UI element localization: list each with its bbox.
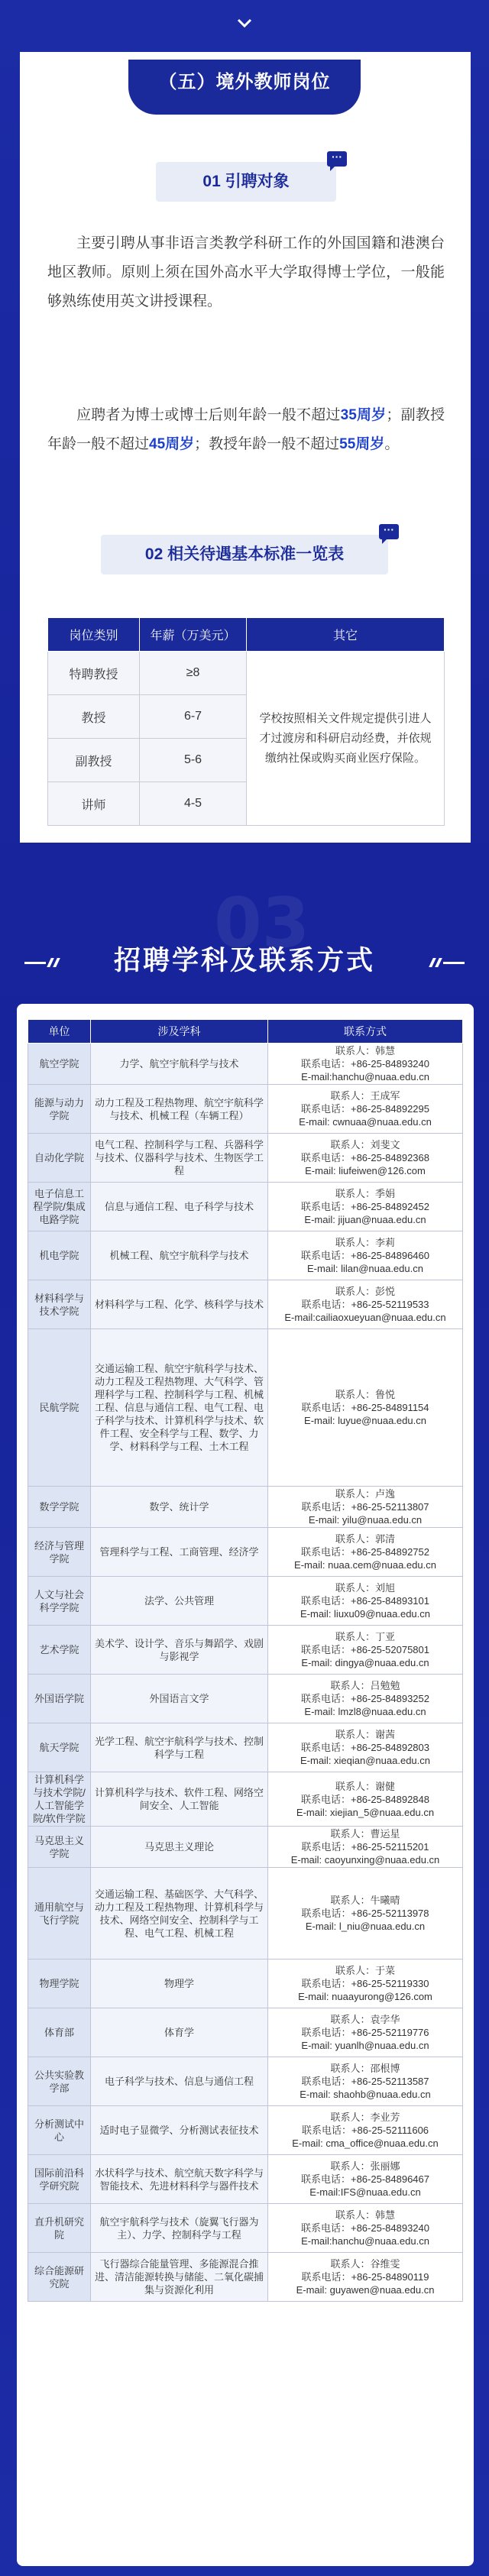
table-row bbox=[28, 1868, 463, 1960]
table-row bbox=[28, 1960, 463, 2008]
subject-cell: 飞行器综合能量管理、多能源混合推进、清洁能源转换与储能、二氧化碳捕集与资源化利用 bbox=[91, 2253, 268, 2302]
contact-cell: 联系人：韩慧 联系电话：+86-25-84893240 E-mail:hanchu@nuaa.edu.cn bbox=[268, 1044, 463, 1085]
section-number-watermark: 03 bbox=[214, 883, 310, 963]
para2-text-d: 。 bbox=[384, 436, 400, 452]
contact-cell: 联系人：袁孛华 联系电话：+86-25-52119776 E-mail: yuanlh@nuaa.edu.cn bbox=[268, 2008, 463, 2057]
benefit-heading bbox=[101, 535, 388, 574]
recruit-target-label: 01 引聘对象 bbox=[202, 173, 290, 190]
benefit-header-type: 岗位类别 bbox=[48, 618, 140, 652]
table-row bbox=[28, 1134, 463, 1183]
unit-cell: 通用航空与飞行学院 bbox=[28, 1868, 91, 1960]
table-row bbox=[28, 2106, 463, 2155]
subject-cell: 信息与通信工程、电子科学与技术 bbox=[91, 1183, 268, 1231]
benefit-salary: 4-5 bbox=[140, 782, 247, 826]
unit-cell: 直升机研究院 bbox=[28, 2204, 91, 2253]
benefit-salary: 5-6 bbox=[140, 739, 247, 782]
table-row bbox=[28, 1723, 463, 1772]
benefit-salary: ≥8 bbox=[140, 652, 247, 695]
benefit-type: 副教授 bbox=[48, 739, 140, 782]
main-title: 招聘学科及联系方式 bbox=[113, 946, 375, 976]
contact-cell: 联系人：吕勉勉 联系电话：+86-25-84893252 E-mail: lmzl8@nuaa.edu.cn bbox=[268, 1675, 463, 1723]
para2-text-b: ；副教授年龄一般不超过 bbox=[47, 407, 445, 452]
unit-cell: 电子信息工程学院/集成电路学院 bbox=[28, 1183, 91, 1231]
benefit-type: 教授 bbox=[48, 695, 140, 739]
table-row bbox=[28, 1329, 463, 1487]
benefit-salary: 6-7 bbox=[140, 695, 247, 739]
unit-cell: 物理学院 bbox=[28, 1960, 91, 2008]
para2-text-a: 应聘者为博士或博士后则年龄一般不超过 bbox=[76, 407, 341, 423]
chat-bubble-icon bbox=[379, 524, 399, 539]
unit-cell: 数学学院 bbox=[28, 1487, 91, 1528]
table-row bbox=[28, 1528, 463, 1577]
contact-cell: 联系人：谢健 联系电话：+86-25-84892848 E-mail: xiejian_5@nuaa.edu.cn bbox=[268, 1772, 463, 1827]
unit-cell: 能源与动力学院 bbox=[28, 1085, 91, 1134]
subject-cell: 法学、公共管理 bbox=[91, 1577, 268, 1626]
benefit-header-other: 其它 bbox=[247, 618, 445, 652]
contact-cell: 联系人：李莉 联系电话：+86-25-84896460 E-mail: lilan@nuaa.edu.cn bbox=[268, 1231, 463, 1280]
chevron-down-icon bbox=[235, 14, 254, 32]
unit-cell: 分析测试中心 bbox=[28, 2106, 91, 2155]
table-row bbox=[28, 1577, 463, 1626]
subject-cell: 物理学 bbox=[91, 1960, 268, 2008]
contact-cell: 联系人：曹运星 联系电话：+86-25-52115201 E-mail: caoyunxing@nuaa.edu.cn bbox=[268, 1827, 463, 1868]
unit-cell: 计算机科学与技术学院/人工智能学院/软件学院 bbox=[28, 1772, 91, 1827]
subject-cell: 体育学 bbox=[91, 2008, 268, 2057]
unit-cell: 马克思主义学院 bbox=[28, 1827, 91, 1868]
contact-table bbox=[28, 1019, 463, 2302]
contact-cell: 联系人：刘斐文 联系电话：+86-25-84892368 E-mail: liufeiwen@126.com bbox=[268, 1134, 463, 1183]
subject-cell: 电气工程、控制科学与工程、兵器科学与技术、仪器科学与技术、生物医学工程 bbox=[91, 1134, 268, 1183]
header-subject: 涉及学科 bbox=[91, 1020, 268, 1044]
contact-cell: 联系人：鲁悦 联系电话：+86-25-84891154 E-mail: luyue@nuaa.edu.cn bbox=[268, 1329, 463, 1487]
subject-cell: 数学、统计学 bbox=[91, 1487, 268, 1528]
table-row bbox=[28, 1827, 463, 1868]
table-row bbox=[28, 2008, 463, 2057]
subject-cell: 力学、航空宇航科学与技术 bbox=[91, 1044, 268, 1085]
unit-cell: 综合能源研究院 bbox=[28, 2253, 91, 2302]
unit-cell: 人文与社会科学学院 bbox=[28, 1577, 91, 1626]
benefit-type: 特聘教授 bbox=[48, 652, 140, 695]
subject-cell: 计算机科学与技术、软件工程、网络空间安全、人工智能 bbox=[91, 1772, 268, 1827]
contact-cell: 联系人：丁亚 联系电话：+86-25-52075801 E-mail: dingya@nuaa.edu.cn bbox=[268, 1626, 463, 1675]
contact-cell: 联系人：刘旭 联系电话：+86-25-84893101 E-mail: liuxu09@nuaa.edu.cn bbox=[268, 1577, 463, 1626]
para2-highlight-1: 35周岁 bbox=[340, 407, 387, 423]
contact-cell: 联系人：郭清 联系电话：+86-25-84892752 E-mail: nuaa.cem@nuaa.edu.cn bbox=[268, 1528, 463, 1577]
benefit-header-salary: 年薪（万美元） bbox=[140, 618, 247, 652]
unit-cell: 国际前沿科学研究院 bbox=[28, 2155, 91, 2204]
subject-cell: 交通运输工程、基础医学、大气科学、动力工程及工程热物理、计算机科学与技术、网络空间安全、控制科学与工程、电气工程、机械工程 bbox=[91, 1868, 268, 1960]
benefit-table bbox=[47, 617, 445, 826]
subject-cell: 水状科学与技术、航空航天数字科学与智能技术、先进材料科学与器件技术 bbox=[91, 2155, 268, 2204]
unit-cell: 民航学院 bbox=[28, 1329, 91, 1487]
contact-cell: 联系人：季娟 联系电话：+86-25-84892452 E-mail: jijuan@nuaa.edu.cn bbox=[268, 1183, 463, 1231]
table-row bbox=[28, 1487, 463, 1528]
contact-cell: 联系人：于菜 联系电话：+86-25-52119330 E-mail: nuaayurong@126.com bbox=[268, 1960, 463, 2008]
table-row bbox=[28, 2253, 463, 2302]
contact-cell: 联系人：张丽娜 联系电话：+86-25-84896467 E-mail:IFS@nuaa.edu.cn bbox=[268, 2155, 463, 2204]
table-row bbox=[28, 2204, 463, 2253]
unit-cell: 自动化学院 bbox=[28, 1134, 91, 1183]
subject-cell: 美术学、设计学、音乐与舞蹈学、戏剧与影视学 bbox=[91, 1626, 268, 1675]
subject-cell: 光学工程、航空宇航科学与技术、控制科学与工程 bbox=[91, 1723, 268, 1772]
table-row bbox=[28, 2155, 463, 2204]
unit-cell: 外国语学院 bbox=[28, 1675, 91, 1723]
unit-cell: 航天学院 bbox=[28, 1723, 91, 1772]
chat-bubble-icon bbox=[327, 151, 347, 167]
subject-cell: 交通运输工程、航空宇航科学与技术、动力工程及工程热物理、大气科学、管理科学与工程、控制科学与工程、机械工程、信息与通信工程、电气工程、电子科学与技术、计算机科学与技术、软件工程、安全科学与工程、数学、力学、材料科学与工程、土木工程 bbox=[91, 1329, 268, 1487]
subject-cell: 适时电子显微学、分析测试表征技术 bbox=[91, 2106, 268, 2155]
contact-cell: 联系人：邵根博 联系电话：+86-25-52113587 E-mail: shaohb@nuaa.edu.cn bbox=[268, 2057, 463, 2106]
table-row bbox=[28, 1280, 463, 1329]
unit-cell: 艺术学院 bbox=[28, 1626, 91, 1675]
table-row bbox=[28, 1085, 463, 1134]
unit-cell: 经济与管理学院 bbox=[28, 1528, 91, 1577]
title-deco-right bbox=[431, 958, 465, 967]
subject-cell: 管理科学与工程、工商管理、经济学 bbox=[91, 1528, 268, 1577]
contact-table-header bbox=[28, 1020, 463, 1044]
recruit-para-1: 主要引聘从事非语言类教学科研工作的外国国籍和港澳台地区教师。原则上须在国外高水平大学取得博士学位，一般能够熟练使用英文讲授课程。 bbox=[47, 235, 445, 309]
contact-cell: 联系人：卢逸 联系电话：+86-25-52113807 E-mail: yilu@nuaa.edu.cn bbox=[268, 1487, 463, 1528]
recruit-target-heading bbox=[156, 162, 336, 202]
unit-cell: 体育部 bbox=[28, 2008, 91, 2057]
recruit-para-2 bbox=[47, 401, 445, 459]
table-row bbox=[28, 1183, 463, 1231]
unit-cell: 公共实验教学部 bbox=[28, 2057, 91, 2106]
subject-cell: 外国语言文学 bbox=[91, 1675, 268, 1723]
unit-cell: 航空学院 bbox=[28, 1044, 91, 1085]
unit-cell: 材料科学与技术学院 bbox=[28, 1280, 91, 1329]
unit-cell: 机电学院 bbox=[28, 1231, 91, 1280]
contact-cell: 联系人：韩慧 联系电话：+86-25-84893240 E-mail:hanchu@nuaa.edu.cn bbox=[268, 2204, 463, 2253]
table-row bbox=[28, 1772, 463, 1827]
table-row bbox=[28, 1675, 463, 1723]
para2-text-c: ；教授年龄一般不超过 bbox=[194, 436, 340, 452]
contact-cell: 联系人：王成军 联系电话：+86-25-84892295 E-mail: cwnuaa@nuaa.edu.cn bbox=[268, 1085, 463, 1134]
benefit-table-header bbox=[48, 618, 445, 652]
contact-cell: 联系人：彭悦 联系电话：+86-25-52119533 E-mail:cailiaoxueyuan@nuaa.edu.cn bbox=[268, 1280, 463, 1329]
subject-cell: 航空宇航科学与技术（旋翼飞行器为主）、力学、控制科学与工程 bbox=[91, 2204, 268, 2253]
subject-cell: 电子科学与技术、信息与通信工程 bbox=[91, 2057, 268, 2106]
contact-cell: 联系人：谷维雯 联系电话：+86-25-84890119 E-mail: guyawen@nuaa.edu.cn bbox=[268, 2253, 463, 2302]
subject-cell: 动力工程及工程热物理、航空宇航科学与技术、机械工程（车辆工程） bbox=[91, 1085, 268, 1134]
contact-cell: 联系人：李业芳 联系电话：+86-25-52111606 E-mail: cma_office@nuaa.edu.cn bbox=[268, 2106, 463, 2155]
contact-cell: 联系人：牛曦晴 联系电话：+86-25-52113978 E-mail: l_niu@nuaa.edu.cn bbox=[268, 1868, 463, 1960]
subject-cell: 马克思主义理论 bbox=[91, 1827, 268, 1868]
subject-cell: 机械工程、航空宇航科学与技术 bbox=[91, 1231, 268, 1280]
benefit-label: 02 相关待遇基本标准一览表 bbox=[144, 545, 345, 563]
table-row bbox=[28, 2057, 463, 2106]
contact-cell: 联系人：谢茜 联系电话：+86-25-84892803 E-mail: xieqian@nuaa.edu.cn bbox=[268, 1723, 463, 1772]
subject-cell: 材料科学与工程、化学、核科学与技术 bbox=[91, 1280, 268, 1329]
header-unit: 单位 bbox=[28, 1020, 91, 1044]
benefit-other: 学校按照相关文件规定提供引进人才过渡房和科研启动经费，并依规缴纳社保或购买商业医疗保险。 bbox=[247, 652, 445, 826]
para2-highlight-3: 55周岁 bbox=[339, 436, 385, 452]
header-contact: 联系方式 bbox=[268, 1020, 463, 1044]
benefit-type: 讲师 bbox=[48, 782, 140, 826]
section-title: （五）境外教师岗位 bbox=[128, 60, 361, 115]
para2-highlight-2: 45周岁 bbox=[149, 436, 195, 452]
table-row bbox=[48, 652, 445, 695]
table-row bbox=[28, 1044, 463, 1085]
table-row bbox=[28, 1626, 463, 1675]
table-row bbox=[28, 1231, 463, 1280]
